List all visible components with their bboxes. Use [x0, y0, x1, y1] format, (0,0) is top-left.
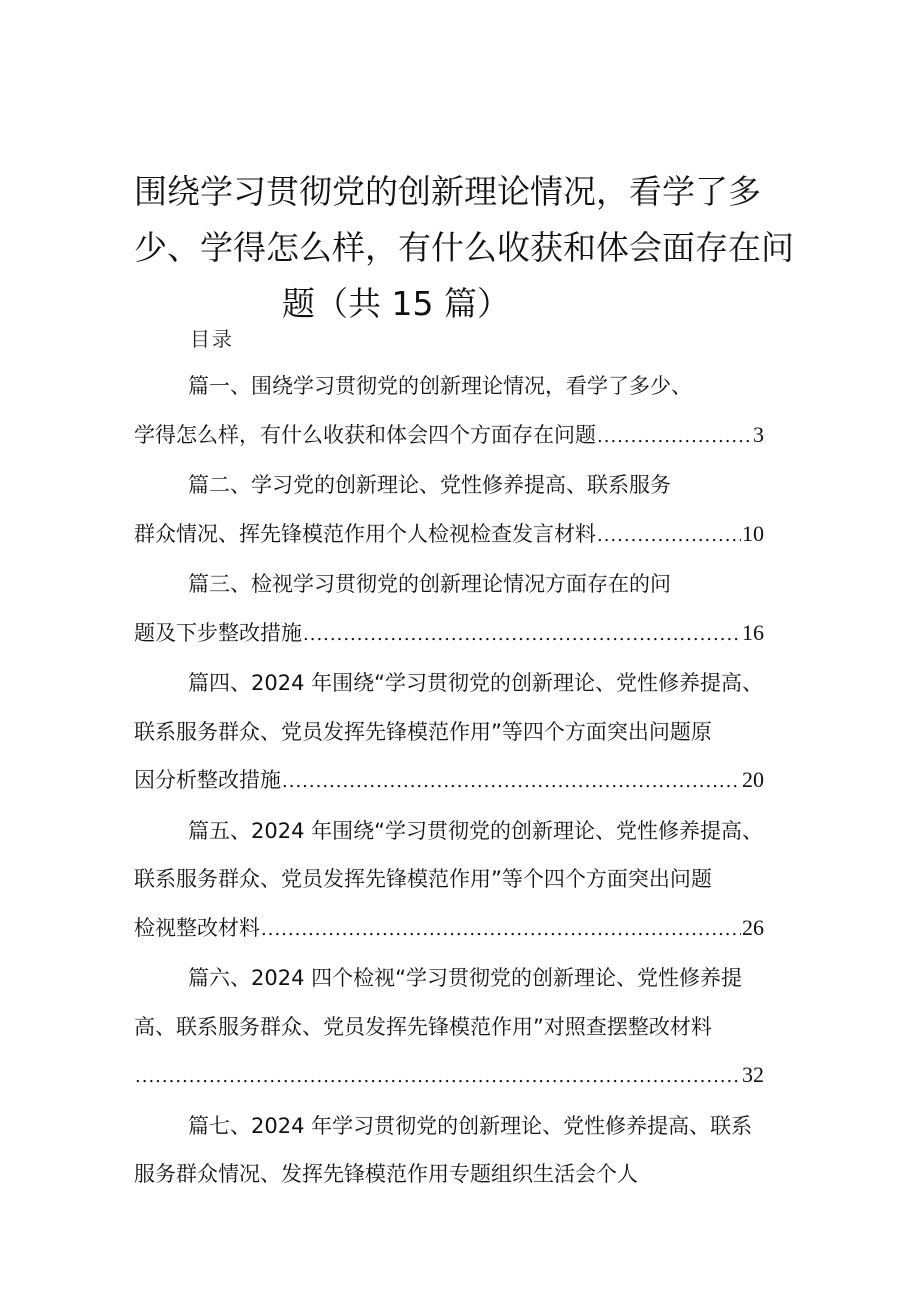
- toc-entry-line: 检视整改材料: [134, 915, 260, 940]
- toc-entry[interactable]: [134, 954, 794, 1102]
- toc-entry-line: 篇三、检视学习贯彻党的创新理论情况方面存在的问: [188, 572, 671, 596]
- toc-entry-leader-line: [134, 609, 764, 660]
- toc-entry-line: 联系服务群众、党员发挥先锋模范作用”等个四个方面突出问题: [134, 867, 712, 891]
- toc-entry-line: 题及下步整改措施: [134, 620, 302, 645]
- toc-entry-leader-line: [134, 904, 764, 955]
- table-of-contents: [134, 362, 794, 1199]
- toc-entry[interactable]: [134, 807, 794, 955]
- toc-page-number: 10: [742, 520, 764, 546]
- toc-entry-leader-line: [134, 756, 764, 807]
- toc-page-number: 32: [742, 1062, 764, 1087]
- toc-entry-line: 篇四、2024 年围绕“学习贯彻党的创新理论、党性修养提高、: [188, 671, 763, 695]
- dot-leader: [303, 611, 741, 660]
- toc-page-number: 20: [742, 767, 764, 792]
- dot-leader: [261, 906, 741, 955]
- toc-entry-leader-line: [134, 411, 764, 462]
- title-line: 少、学得怎么样，有什么收获和体会面存在问: [134, 228, 794, 268]
- toc-heading: 目录: [190, 327, 234, 351]
- toc-page-number: 3: [753, 421, 764, 447]
- toc-entry-line: 篇二、学习党的创新理论、党性修养提高、联系服务: [188, 473, 671, 497]
- toc-entry-line: 篇七、2024 年学习贯彻党的创新理论、党性修养提高、联系: [188, 1113, 753, 1138]
- toc-entry[interactable]: [134, 461, 794, 560]
- toc-entry[interactable]: [134, 362, 794, 461]
- toc-entry-leader-line: [134, 1051, 764, 1102]
- toc-entry-line: 学得怎么样，有什么收获和体会四个方面存在问题: [134, 422, 596, 447]
- toc-entry-line: 因分析整改措施: [134, 768, 281, 792]
- toc-entry-line: 篇五、2024 年围绕“学习贯彻党的创新理论、党性修养提高、: [188, 818, 763, 843]
- toc-entry-line: 服务群众情况、发挥先锋模范作用专题组织生活会个人: [134, 1162, 638, 1186]
- toc-entry-leader-line: [134, 510, 764, 561]
- toc-entry[interactable]: [134, 1102, 794, 1199]
- toc-entry[interactable]: [134, 659, 794, 807]
- dot-leader: [597, 413, 752, 462]
- toc-entry-line: 联系服务群众、党员发挥先锋模范作用”等四个方面突出问题原: [134, 719, 712, 744]
- toc-page-number: 26: [742, 914, 764, 940]
- document-title: [134, 164, 794, 332]
- toc-entry-line: 群众情况、挥先锋模范作用个人检视检查发言材料: [134, 521, 596, 546]
- toc-entry-line: 高、联系服务群众、党员发挥先锋模范作用”对照查摆整改材料: [134, 1014, 712, 1039]
- toc-entry-line: 篇一、围绕学习贯彻党的创新理论情况，看学了多少、: [188, 374, 692, 398]
- toc-entry-line: 篇六、2024 四个检视“学习贯彻党的创新理论、党性修养提: [188, 966, 742, 990]
- title-line: 围绕学习贯彻党的创新理论情况，看学了多: [134, 172, 761, 212]
- dot-leader: [135, 1053, 741, 1102]
- toc-page-number: 16: [742, 619, 764, 645]
- dot-leader: [282, 758, 741, 807]
- toc-entry[interactable]: [134, 560, 794, 659]
- title-line: 题（共 15 篇）: [282, 284, 510, 324]
- dot-leader: [597, 512, 741, 561]
